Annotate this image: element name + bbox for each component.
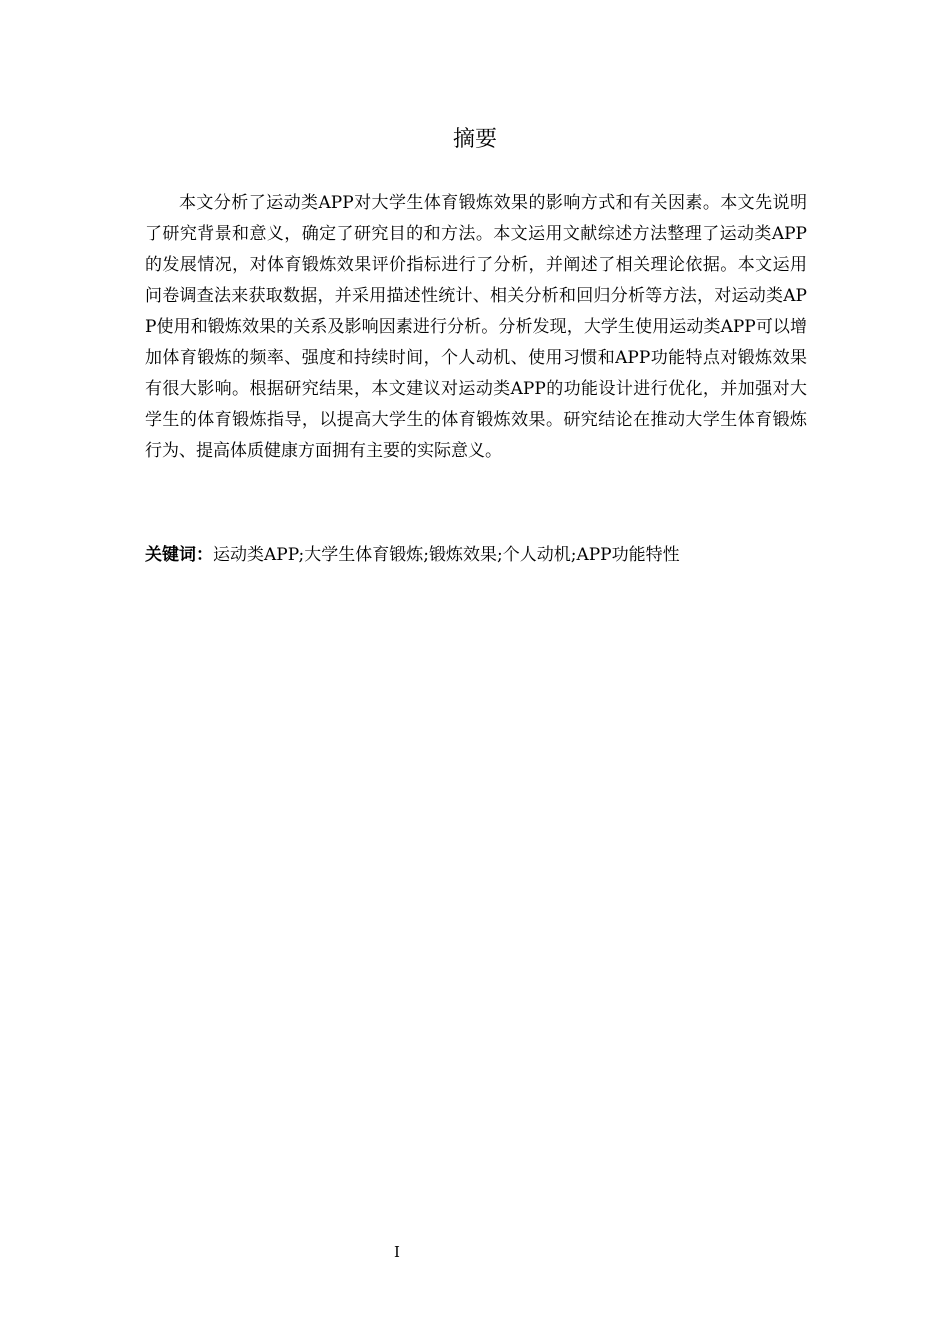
page-number: I [394,1243,400,1261]
abstract-paragraph: 本文分析了运动类APP对大学生体育锻炼效果的影响方式和有关因素。本文先说明了研究背景和意义，确定了研究目的和方法。本文运用文献综述方法整理了运动类APP的发展情况，对体育锻炼效果评价指标进行了分析，并阐述了相关理论依据。本文运用问卷调查法来获取数据，并采用描述性统计、相关分析和回归分析等方法，对运动类APP使用和锻炼效果的关系及影响因素进行分析。分析发现，大学生使用运动类APP可以增加体育锻炼的频率、强度和持续时间，个人动机、使用习惯和APP功能特点对锻炼效果有很大影响。根据研究结果，本文建议对运动类APP的功能设计进行优化，并加强对大学生的体育锻炼指导，以提高大学生的体育锻炼效果。研究结论在推动大学生体育锻炼行为、提高体质健康方面拥有主要的实际意义。 [145,193,807,461]
keywords-label: 关键词： [145,545,213,565]
keywords-text: 运动类APP;大学生体育锻炼;锻炼效果;个人动机;APP功能特性 [213,545,680,565]
keywords-line [145,540,807,571]
abstract-title: 摘要 [452,127,497,152]
